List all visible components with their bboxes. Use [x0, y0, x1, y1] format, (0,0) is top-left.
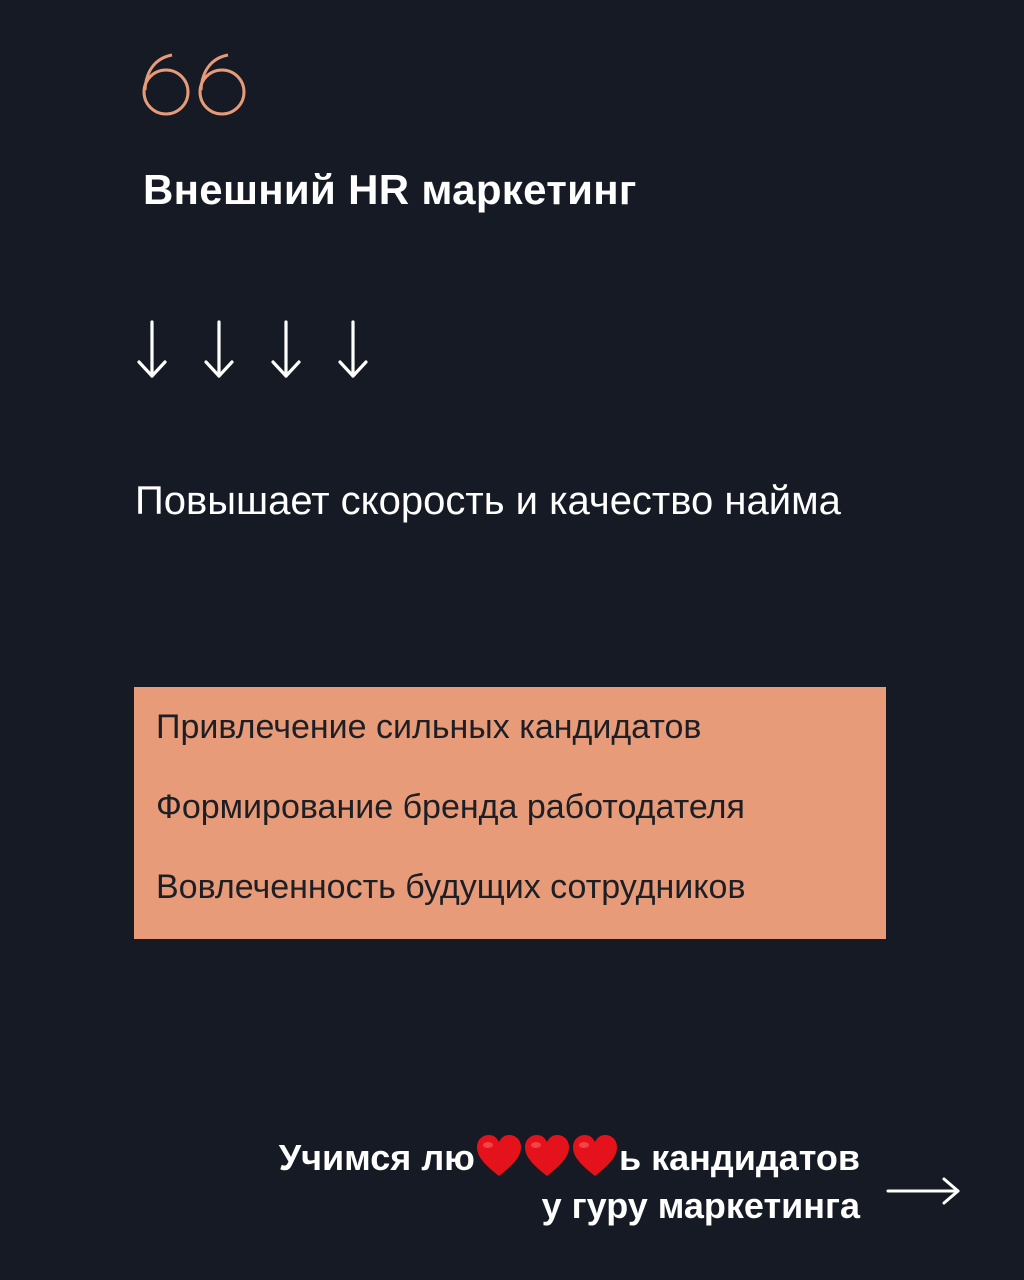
arrow-right-icon[interactable]	[886, 1176, 962, 1206]
arrow-down-icon	[335, 316, 402, 382]
subtitle: Повышает скорость и качество найма	[135, 479, 841, 523]
arrow-down-icon	[268, 316, 335, 382]
footer-line-2: у гуру маркетинга	[541, 1185, 860, 1226]
benefit-item: Формирование бренда работодателя	[156, 788, 745, 826]
footer-caption	[279, 1134, 860, 1230]
page-title: Внешний HR маркетинг	[143, 166, 637, 213]
benefits-box	[134, 687, 886, 939]
heart-icon	[523, 1134, 571, 1178]
footer-text-start: Учимся лю	[278, 1137, 475, 1178]
arrow-down-icon	[134, 316, 201, 382]
footer-text-end: ь кандидатов	[618, 1137, 860, 1178]
quote-icon	[138, 48, 250, 118]
benefit-item: Вовлеченность будущих сотрудников	[156, 868, 746, 906]
heart-icon	[475, 1134, 523, 1178]
footer-line-1	[279, 1134, 860, 1182]
heart-icon	[571, 1134, 619, 1178]
arrow-down-icon	[201, 316, 268, 382]
benefit-item: Привлечение сильных кандидатов	[156, 708, 702, 746]
down-arrows	[134, 316, 402, 382]
